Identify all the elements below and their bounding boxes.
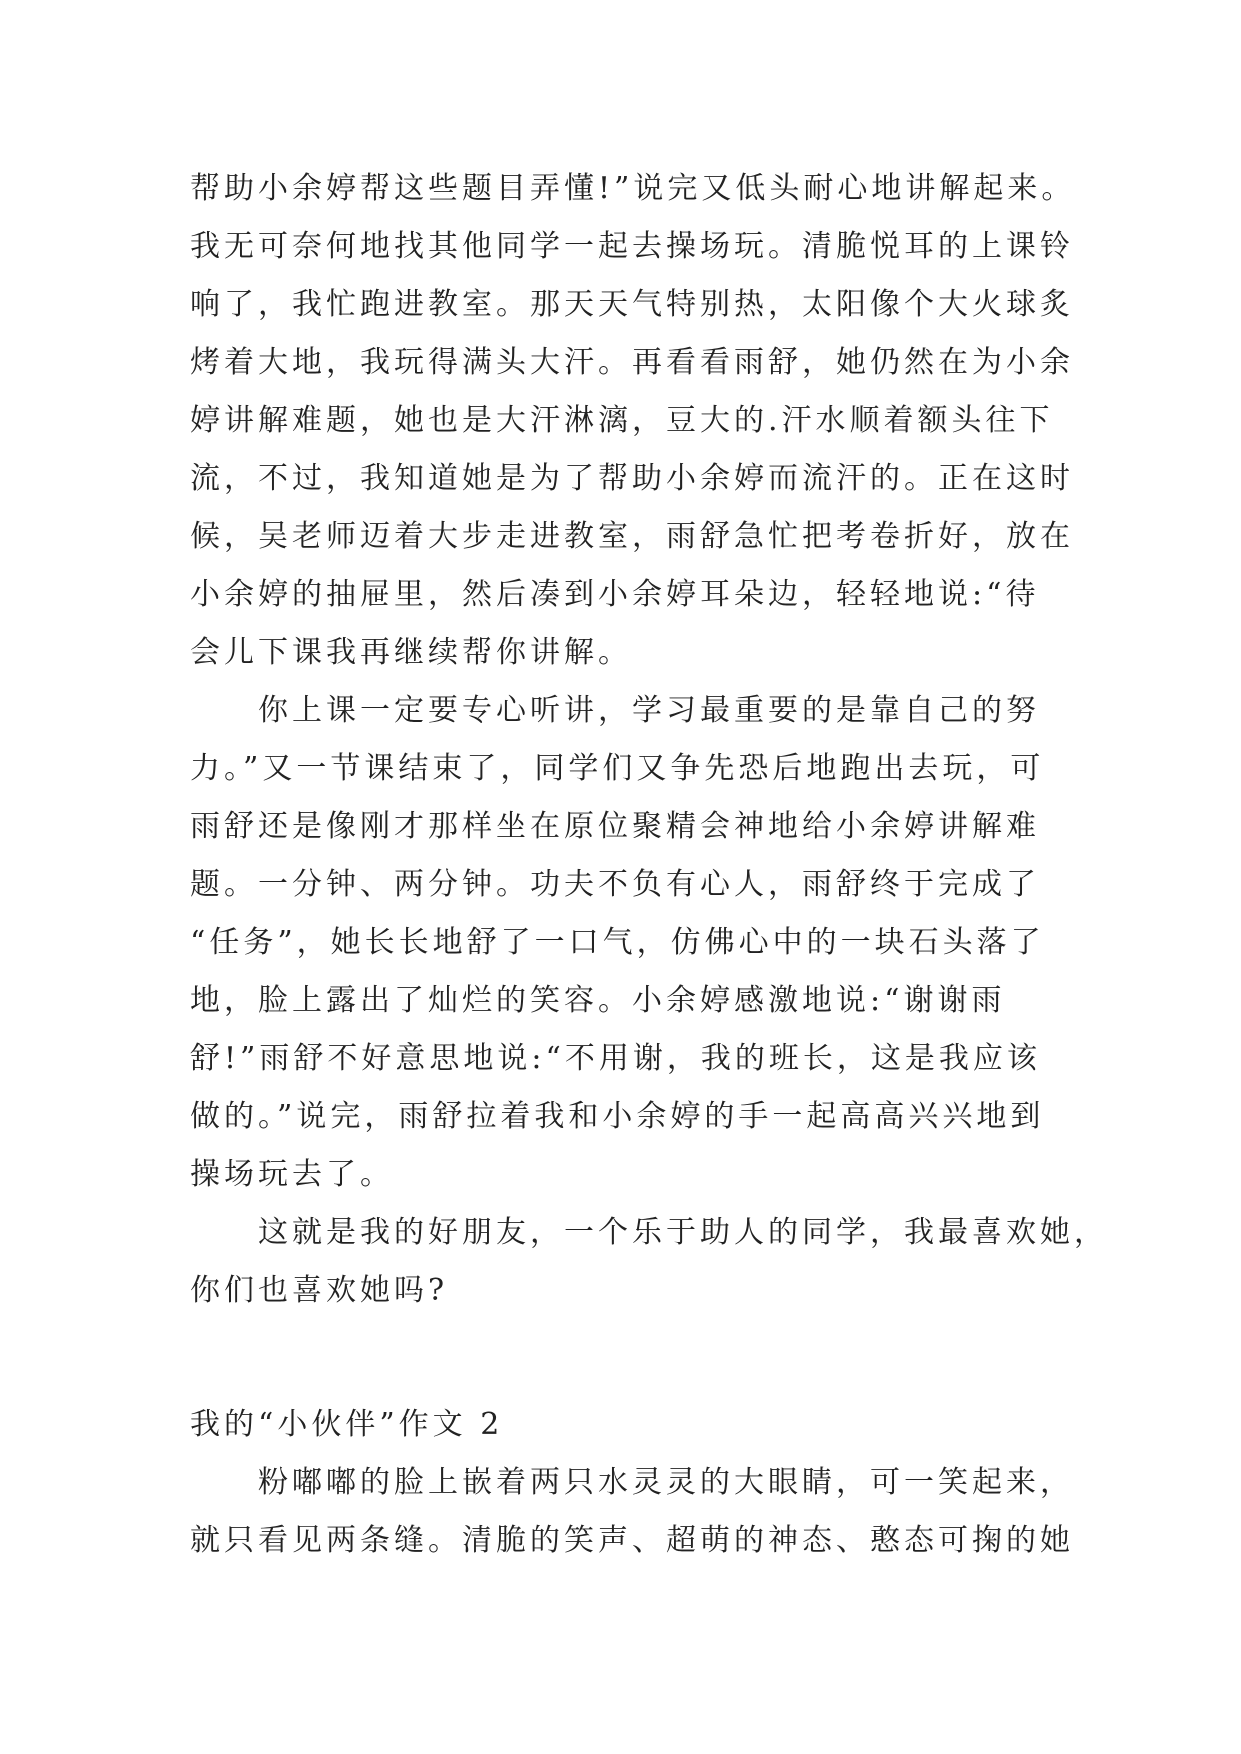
- text-line: 流，不过，我知道她是为了帮助小余婷而流汗的。正在这时: [190, 461, 1074, 496]
- section-title: 我的“小伙伴”作文 2: [190, 1407, 504, 1442]
- text-line: 帮助小余婷帮这些题目弄懂!”说完又低头耐心地讲解起来。: [190, 171, 1076, 206]
- text-line: 地，脸上露出了灿烂的笑容。小余婷感激地说:“谢谢雨: [190, 983, 1006, 1018]
- text-line: 你们也喜欢她吗?: [190, 1273, 449, 1308]
- text-line: 婷讲解难题，她也是大汗淋漓，豆大的.汗水顺着额头往下: [190, 403, 1054, 438]
- text-line: 操场玩去了。: [190, 1157, 394, 1192]
- text-line: 雨舒还是像刚才那样坐在原位聚精会神地给小余婷讲解难: [190, 809, 1040, 844]
- text-line: 舒!”雨舒不好意思地说:“不用谢，我的班长，这是我应该: [190, 1041, 1041, 1076]
- text-line: 会儿下课我再继续帮你讲解。: [190, 635, 632, 670]
- body-text-part2: [190, 1396, 1074, 1570]
- text-line: 做的。”说完，雨舒拉着我和小余婷的手一起高高兴兴地到: [190, 1099, 1045, 1134]
- text-line: 候，吴老师迈着大步走进教室，雨舒急忙把考卷折好，放在: [190, 519, 1074, 554]
- text-line: 就只看见两条缝。清脆的笑声、超萌的神态、憨态可掬的她: [190, 1523, 1074, 1558]
- text-line: 你上课一定要专心听讲，学习最重要的是靠自己的努: [190, 693, 1040, 728]
- text-line: 粉嘟嘟的脸上嵌着两只水灵灵的大眼睛，可一笑起来，: [190, 1465, 1074, 1500]
- text-line: 我无可奈何地找其他同学一起去操场玩。清脆悦耳的上课铃: [190, 229, 1074, 264]
- text-line: 响了，我忙跑进教室。那天天气特别热，太阳像个大火球炙: [190, 287, 1074, 322]
- body-text-part1: [190, 160, 1108, 1320]
- text-line: 烤着大地，我玩得满头大汗。再看看雨舒，她仍然在为小余: [190, 345, 1074, 380]
- text-line: 题。一分钟、两分钟。功夫不负有心人，雨舒终于完成了: [190, 867, 1040, 902]
- text-line: “任务”，她长长地舒了一口气，仿佛心中的一块石头落了: [190, 925, 1045, 960]
- text-line: 这就是我的好朋友，一个乐于助人的同学，我最喜欢她，: [190, 1215, 1108, 1250]
- text-line: 小余婷的抽屉里，然后凑到小余婷耳朵边，轻轻地说:“待: [190, 577, 1040, 612]
- text-line: 力。”又一节课结束了，同学们又争先恐后地跑出去玩，可: [190, 751, 1045, 786]
